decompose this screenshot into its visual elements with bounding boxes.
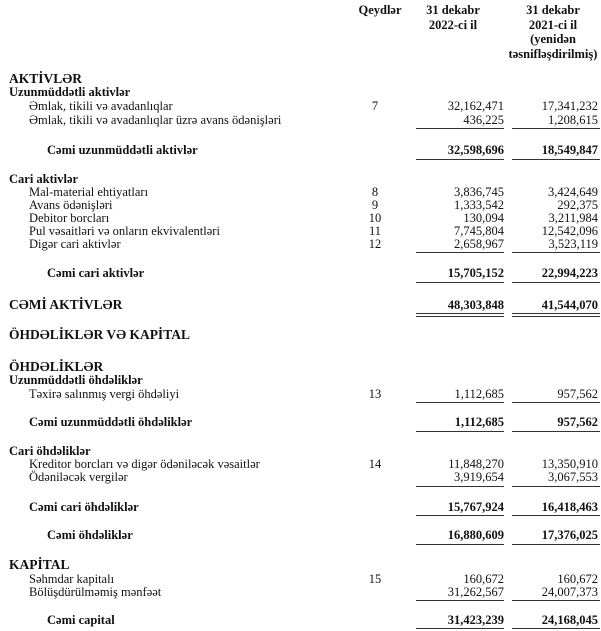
row-label: Mal-material ehtiyatları: [29, 185, 149, 199]
col-2021-header-line3: (yenidən: [530, 32, 576, 46]
table-row: [0, 113, 601, 127]
row-note: 11: [368, 224, 382, 238]
noncurrent-liabilities-title: Uzunmüddətli öhdəliklər: [9, 373, 143, 387]
total-rule: [416, 544, 504, 545]
total-label: Cəmi cari öhdəliklər: [29, 500, 139, 514]
table-row: [0, 211, 601, 225]
row-note: 9: [371, 198, 379, 212]
section-heading-assets: [0, 72, 601, 86]
col-2021-header-line4: təsnifləşdirilmiş): [508, 46, 598, 61]
table-row: [0, 457, 601, 471]
row-value-2022: 130,094: [463, 211, 504, 225]
subtotal-rule: [416, 486, 504, 487]
col-2021-header-line2: 2021-ci il: [528, 17, 578, 32]
total-value-2021: 17,376,025: [541, 528, 598, 542]
row-value-2022: 2,658,967: [454, 237, 504, 251]
total-rule: [512, 282, 600, 283]
total-label: Cəmi öhdəliklər: [47, 528, 133, 542]
total-label: Cəmi capital: [47, 613, 115, 627]
row-value-2022: 32,162,471: [447, 99, 504, 113]
total-value-2022: 15,705,152: [447, 266, 504, 280]
subsection-heading-current-assets: [0, 172, 601, 186]
row-value-2021: 1,208,615: [548, 113, 598, 127]
row-note: 10: [368, 211, 382, 225]
double-total-rule: [512, 313, 600, 317]
col-2021-header: [505, 3, 601, 61]
subsection-heading-current-liabilities: [0, 444, 601, 458]
double-total-rule: [416, 313, 504, 317]
row-note: 12: [368, 237, 382, 251]
subtotal-rule: [512, 486, 600, 487]
row-value-2022: 7,745,804: [454, 224, 504, 238]
total-value-2021: 18,549,847: [541, 143, 598, 157]
total-rule: [512, 544, 600, 545]
total-row-noncurrent-assets: [0, 143, 601, 157]
total-row-current-assets: [0, 266, 601, 280]
total-value-2022: 1,112,685: [454, 415, 504, 429]
row-value-2021: 13,350,910: [541, 457, 598, 471]
total-value-2022: 16,880,609: [447, 528, 504, 542]
row-note: 8: [371, 185, 379, 199]
col-2022-header-line1: 31 dekabr: [426, 3, 480, 17]
total-rule: [416, 431, 504, 432]
notes-header-text: Qeydlər: [358, 3, 402, 17]
section-heading-liabilities-equity: [0, 328, 601, 342]
row-value-2022: 31,262,567: [447, 585, 504, 599]
grand-total-value-2022: 48,303,848: [447, 298, 504, 312]
col-2022-header-line2: 2022-ci il: [428, 17, 478, 32]
subtotal-rule: [416, 402, 504, 403]
row-value-2022: 11,848,270: [448, 457, 504, 471]
total-rule: [416, 159, 504, 160]
row-label: Debitor borcları: [29, 211, 110, 225]
row-value-2021: 3,211,984: [548, 211, 598, 225]
row-value-2021: 3,424,649: [548, 185, 598, 199]
total-rule: [512, 515, 600, 516]
total-label: Cəmi uzunmüddətli öhdəliklər: [29, 415, 193, 429]
total-row-equity: [0, 613, 601, 627]
table-row: [0, 572, 601, 586]
row-label: Avans ödənişləri: [29, 198, 113, 212]
section-heading-liabilities: [0, 360, 601, 374]
subtotal-rule: [416, 252, 504, 253]
total-value-2021: 16,418,463: [541, 500, 598, 514]
row-label: Əmlak, tikili və avadanlıqlar üzrə avans ödənişləri: [29, 113, 282, 127]
row-value-2022: 1,333,542: [454, 198, 504, 212]
assets-title: AKTİVLƏR: [9, 71, 82, 86]
subsection-heading-noncurrent-liabilities: [0, 373, 601, 387]
row-label: Bölüşdürülməmiş mənfəət: [29, 585, 162, 599]
row-value-2022: 436,225: [463, 113, 504, 127]
total-label: Cəmi cari aktivlər: [47, 266, 145, 280]
liabilities-equity-title: ÖHDƏLİKLƏR VƏ KAPİTAL: [9, 327, 190, 342]
row-value-2021: 292,375: [557, 198, 598, 212]
row-value-2022: 3,919,654: [454, 470, 504, 484]
total-label: Cəmi uzunmüddətli aktivlər: [47, 143, 198, 157]
row-value-2022: 3,836,745: [454, 185, 504, 199]
subtotal-rule: [512, 402, 600, 403]
subtotal-rule: [512, 252, 600, 253]
table-row: [0, 470, 601, 484]
table-row: [0, 198, 601, 212]
row-label: Kreditor borcları və digər ödəniləcək vəsaitlər: [29, 457, 260, 471]
table-row: [0, 387, 601, 401]
total-value-2021: 22,994,223: [541, 266, 598, 280]
row-value-2021: 17,341,232: [541, 99, 598, 113]
table-row: [0, 585, 601, 599]
table-row: [0, 185, 601, 199]
current-assets-title: Cari aktivlər: [9, 172, 79, 186]
grand-total-label: CƏMİ AKTİVLƏR: [9, 297, 123, 312]
subtotal-rule: [512, 128, 600, 129]
current-liabilities-title: Cari öhdəliklər: [9, 444, 91, 458]
row-value-2021: 160,672: [557, 572, 598, 586]
row-value-2021: 12,542,096: [541, 224, 598, 238]
row-note: 7: [371, 99, 379, 113]
table-row: [0, 237, 601, 251]
row-label: Əmlak, tikili və avadanlıqlar: [29, 99, 173, 113]
table-row: [0, 99, 601, 113]
row-value-2021: 957,562: [557, 387, 598, 401]
total-rule: [416, 515, 504, 516]
equity-title: KAPİTAL: [9, 557, 70, 572]
row-value-2021: 3,067,553: [548, 470, 598, 484]
total-rule: [512, 628, 600, 629]
total-rule: [512, 159, 600, 160]
liabilities-title: ÖHDƏLİKLƏR: [9, 359, 104, 374]
table-row: [0, 224, 601, 238]
row-label: Digər cari aktivlər: [29, 237, 121, 251]
col-2021-header-line1: 31 dekabr: [526, 3, 580, 17]
row-label: Pul vəsaitləri və onların ekvivalentləri: [29, 224, 220, 238]
subsection-heading-noncurrent-assets: [0, 85, 601, 99]
subtotal-rule: [416, 600, 504, 601]
row-label: Səhmdar kapitalı: [29, 572, 115, 586]
subtotal-rule: [416, 128, 504, 129]
noncurrent-assets-title: Uzunmüddətli aktivlər: [9, 85, 131, 99]
section-heading-equity: [0, 558, 601, 572]
total-value-2022: 32,598,696: [447, 143, 504, 157]
row-label: Təxirə salınmış vergi öhdəliyi: [29, 387, 180, 401]
total-value-2022: 15,767,924: [447, 500, 504, 514]
grand-total-row-assets: [0, 298, 601, 312]
row-note: 13: [368, 387, 382, 401]
subtotal-rule: [512, 600, 600, 601]
total-row-current-liabilities: [0, 500, 601, 514]
row-note: 14: [368, 457, 382, 471]
row-value-2022: 160,672: [463, 572, 504, 586]
total-value-2021: 24,168,045: [541, 613, 598, 627]
total-rule: [512, 431, 600, 432]
row-value-2021: 3,523,119: [548, 237, 598, 251]
total-rule: [416, 282, 504, 283]
row-value-2021: 24,007,373: [541, 585, 598, 599]
row-label: Ödəniləcək vergilər: [29, 470, 128, 484]
total-value-2022: 31,423,239: [447, 613, 504, 627]
total-row-noncurrent-liabilities: [0, 415, 601, 429]
total-rule: [416, 628, 504, 629]
row-value-2022: 1,112,685: [454, 387, 504, 401]
row-note: 15: [368, 572, 382, 586]
total-value-2021: 957,562: [557, 415, 598, 429]
grand-total-value-2021: 41,544,070: [541, 298, 598, 312]
col-2022-header: [403, 3, 503, 32]
total-row-liabilities: [0, 528, 601, 542]
